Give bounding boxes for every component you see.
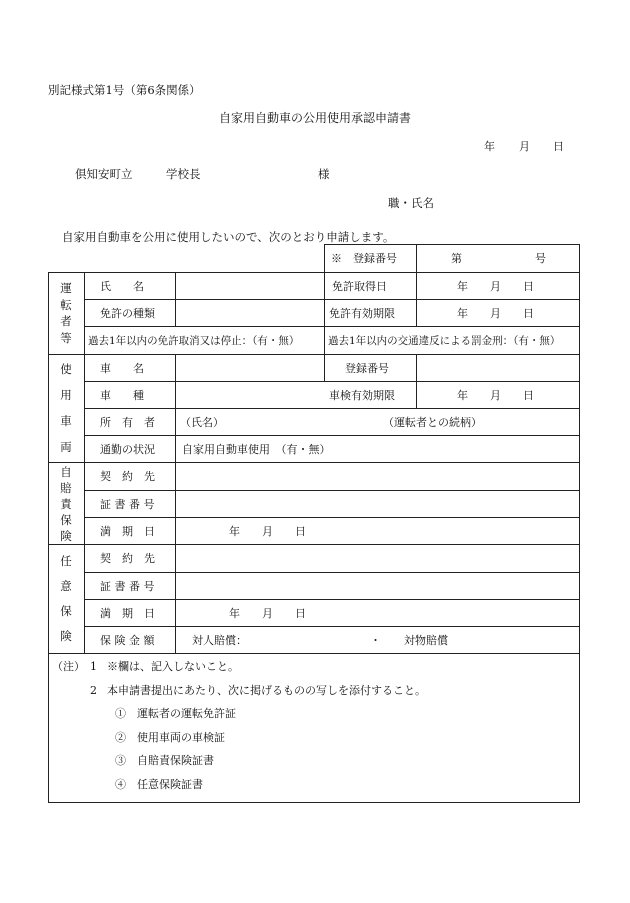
notes-label: （注）	[52, 660, 85, 673]
note-1-text: ※欄は、記入しないこと。	[107, 660, 239, 673]
note-2-text: 本申請書提出にあたり、次に掲げるものの写しを添付すること。	[107, 684, 426, 697]
vehicle-type-field[interactable]	[176, 381, 324, 408]
attachment-item: ① 運転者の運転免許証	[115, 707, 236, 720]
ci-cert-no-field[interactable]	[176, 490, 579, 517]
license-date-label: 免許取得日	[332, 279, 387, 293]
note-2-number: 2	[90, 683, 97, 697]
inspection-expiry-label: 車検有効期限	[329, 388, 395, 402]
ci-contractor-label: 契 約 先	[100, 470, 155, 483]
ci-expiry-label: 満 期 日	[100, 524, 155, 538]
date-month: 月	[519, 140, 530, 153]
license-type-label: 免許の種類	[100, 306, 155, 320]
attachment-item: ② 使用車両の車検証	[115, 731, 225, 744]
vi-expiry-field[interactable]: 年 月 日	[229, 606, 306, 620]
vi-expiry-label: 満 期 日	[100, 606, 155, 620]
commute-label: 通勤の状況	[100, 442, 155, 456]
attachment-item: ③ 自賠責保険証書	[115, 754, 214, 767]
addressee-honorific: 様	[318, 167, 330, 181]
license-type-field[interactable]	[176, 299, 324, 326]
ci-contractor-field[interactable]	[176, 462, 579, 490]
driver-name-label: 氏 名	[100, 279, 144, 293]
application-form-table	[48, 244, 579, 802]
vi-dot: ・	[370, 633, 381, 647]
date-day: 日	[553, 140, 564, 153]
vi-cert-no-field[interactable]	[176, 572, 579, 599]
voluntary-insurance-group-label: 任 意 保 険	[60, 553, 72, 643]
ci-expiry-field[interactable]: 年 月 日	[229, 524, 306, 538]
compulsory-insurance-group-label: 自 賠 責 保 険	[60, 465, 72, 543]
attachment-item: ④ 任意保険証書	[115, 778, 203, 791]
owner-relation-label: （運転者との続柄）	[383, 415, 482, 429]
commute-value: 自家用自動車使用 （有・無）	[182, 442, 331, 456]
addressee-town: 倶知安町立	[75, 167, 133, 181]
driver-group-label: 運 転 者 等	[60, 281, 72, 345]
license-expiry-label: 免許有効期限	[329, 306, 395, 320]
registration-go: 号	[535, 252, 546, 265]
vehicle-type-label: 車 種	[100, 388, 144, 402]
revocation-text: 過去1年以内の免許取消又は停止：（有・無）	[88, 334, 300, 347]
vi-contractor-label: 契 約 先	[100, 552, 155, 565]
owner-name-label: （氏名）	[180, 415, 224, 429]
vi-property-label: 対物賠償	[404, 633, 448, 647]
form-number: 別記様式第1号（第6条関係）	[48, 83, 201, 97]
vi-amount-label: 保 険 金 額	[100, 633, 155, 647]
vi-personal-label: 対人賠償：	[192, 633, 247, 647]
driver-name-field[interactable]	[176, 272, 324, 299]
vehicle-name-label: 車 名	[100, 361, 144, 375]
fine-text: 過去1年以内の交通違反による罰金刑：（有・無）	[328, 334, 561, 347]
license-expiry-field[interactable]: 年 月 日	[457, 306, 534, 320]
vehicle-group-label: 使 用 車 両	[60, 362, 72, 454]
note-1-number: 1	[90, 659, 97, 673]
vehicle-name-field[interactable]	[176, 354, 324, 381]
intro-text: 自家用自動車を公用に使用したいので、次のとおり申請します。	[62, 230, 395, 244]
date-year: 年	[484, 140, 495, 153]
owner-label: 所 有 者	[100, 415, 155, 429]
inspection-expiry-field[interactable]: 年 月 日	[457, 388, 534, 402]
license-date-field[interactable]: 年 月 日	[457, 279, 534, 293]
document-title: 自家用自動車の公用使用承認申請書	[218, 111, 411, 125]
vi-contractor-field[interactable]	[176, 544, 579, 572]
registration-mark: ※ 登録番号	[331, 252, 397, 265]
registration-dai: 第	[451, 252, 462, 265]
vi-cert-no-label: 証 書 番 号	[100, 579, 155, 593]
vehicle-reg-no-label: 登録番号	[345, 361, 389, 375]
ci-cert-no-label: 証 書 番 号	[100, 497, 155, 511]
addressee-principal: 学校長	[166, 167, 201, 181]
applicant-label: 職・氏名	[388, 196, 434, 210]
vehicle-reg-no-field[interactable]	[417, 354, 579, 381]
